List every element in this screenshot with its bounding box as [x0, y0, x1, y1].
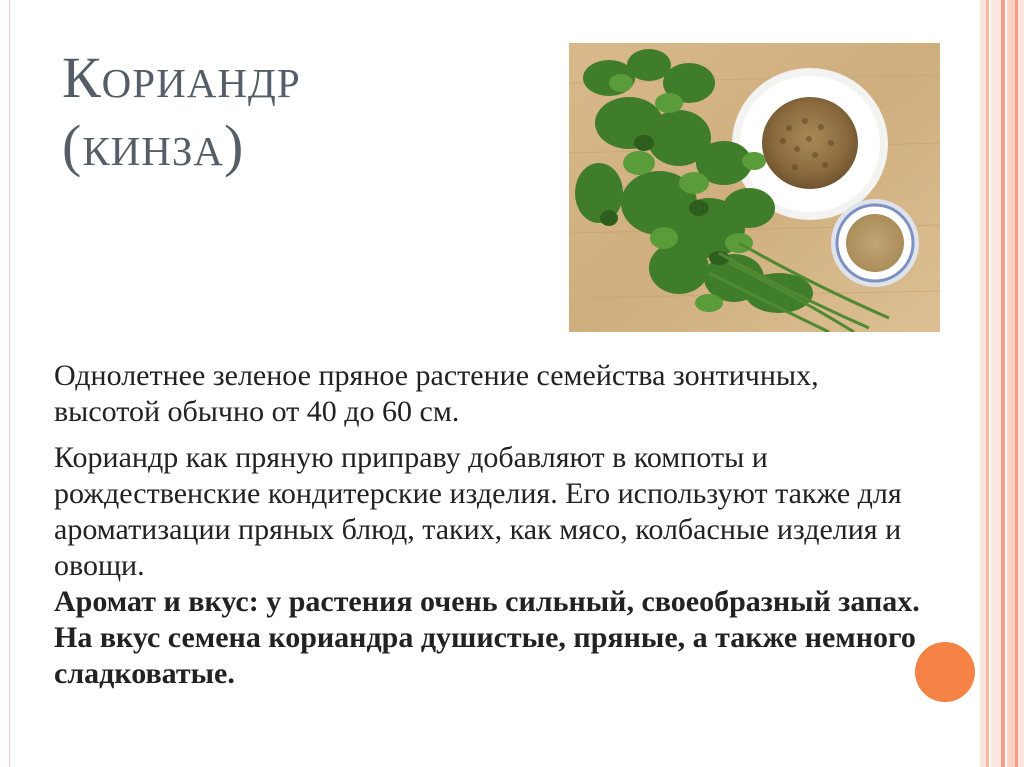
left-accent-line	[9, 0, 10, 767]
orange-circle-decoration	[915, 642, 975, 702]
paragraph-usage: Кориандр как пряную приправу добавляют в компоты и рождественские кондитерские изделия. Его используют также для ароматизации пряных блюд, таких, как мясо, колбасные изделия и овощи.	[54, 441, 902, 582]
title-line-2: (кинза)	[62, 113, 245, 179]
slide-title	[62, 44, 482, 181]
paragraph-description: Однолетнее зеленое пряное растение семейства зонтичных, высотой обычно от 40 до 60 см.	[54, 359, 819, 428]
slide-body	[54, 358, 924, 692]
paragraph-aroma: Аромат и вкус: у растения очень сильный, своеобразный запах. На вкус семена кориандра душистые, пряные, а также немного сладковатые.	[54, 585, 920, 690]
right-decorative-stripes	[980, 0, 1024, 767]
title-line-1: Кориандр	[62, 45, 301, 110]
coriander-photo	[569, 43, 940, 332]
